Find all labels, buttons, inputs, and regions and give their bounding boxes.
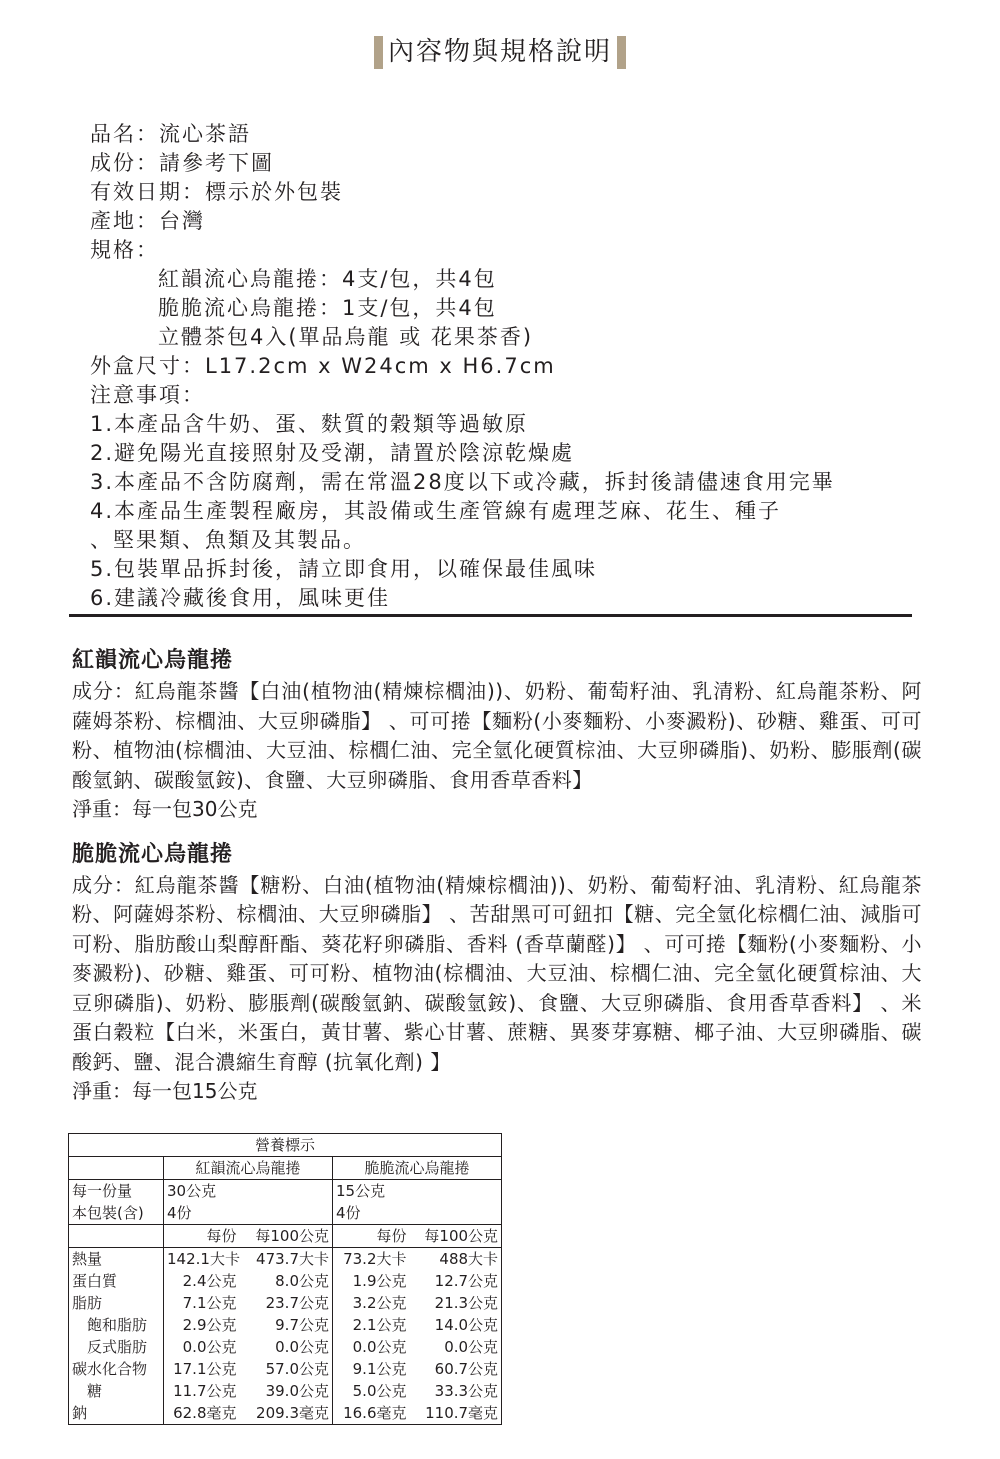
products-section [72,645,922,1107]
notes-label: 注意事項： [90,383,205,407]
nutrient-label: 熱量 [69,1248,164,1271]
b-package: 4份 [333,1202,502,1225]
box-size: 外盒尺寸：L17.2cm x W24cm x H6.7cm [90,354,556,378]
expiry-date: 有效日期：標示於外包裝 [90,180,343,204]
value-cell: 39.0公克 [240,1380,333,1402]
serving-label: 每一份量 [69,1180,164,1203]
nutrient-label: 脂肪 [69,1292,164,1314]
value-cell: 488大卡 [410,1248,502,1271]
value-cell: 33.3公克 [410,1380,502,1402]
section-divider [69,614,912,617]
value-cell: 12.7公克 [410,1270,502,1292]
value-cell: 73.2大卡 [333,1248,410,1271]
value-cell: 142.1大卡 [164,1248,240,1271]
per-serving-header: 每份 [333,1225,410,1248]
product-b-header: 脆脆流心烏龍捲 [333,1157,502,1180]
nutrition-title: 營養標示 [69,1134,502,1157]
table-row [69,1292,502,1314]
nutrition-table [68,1133,502,1425]
table-row [69,1358,502,1380]
table-row [69,1134,502,1157]
per-100g-header: 每100公克 [240,1225,333,1248]
product-ingredients: 成分：紅烏龍茶醬【糖粉、白油(植物油(精煉棕櫚油))、奶粉、葡萄籽油、乳清粉、紅烏龍茶粉、阿薩姆茶粉、棕櫚油、大豆卵磷脂】 、苦甜黑可可鈕扣【糖、完全氫化棕櫚仁油、減脂可可粉、脂肪酸山梨醇酐酯、葵花籽卵磷脂、香料 (香草蘭醛)】 、可可捲【麵粉(小麥麵粉、小麥澱粉)、砂糖、雞蛋、可可粉、植物油(棕櫚油、大豆油、棕櫚仁油、完全氫化硬質棕油、大豆卵磷脂)、奶粉、膨脹劑(碳酸氫鈉、碳酸氫銨)、食鹽、大豆卵磷脂、食用香草香料】 、米蛋白穀粒【白米，米蛋白，黃甘薯、紫心甘薯、蔗糖、異麥芽寡糖、椰子油、大豆卵磷脂、碳酸鈣、鹽、混合濃縮生育醇 (抗氧化劑) 】 [72,872,922,1074]
note-item: 1.本產品含牛奶、蛋、麩質的穀類等過敏原 [90,412,529,436]
value-cell: 21.3公克 [410,1292,502,1314]
product-title: 脆脆流心烏龍捲 [72,841,234,867]
nutrient-label: 鈉 [69,1402,164,1425]
product-weight: 淨重：每一包15公克 [72,1079,258,1103]
table-row [69,1248,502,1271]
nutrient-label: 糖 [69,1380,164,1402]
value-cell: 60.7公克 [410,1358,502,1380]
note-item: 5.包裝單品拆封後，請立即食用，以確保最佳風味 [90,557,598,581]
table-row [69,1157,502,1180]
spec-label: 規格： [90,238,159,262]
table-row [69,1402,502,1425]
value-cell: 0.0公克 [333,1336,410,1358]
value-cell: 14.0公克 [410,1314,502,1336]
table-row [69,1225,502,1248]
product-name: 品名：流心茶語 [90,122,251,146]
origin: 產地：台灣 [90,209,205,233]
value-cell: 2.1公克 [333,1314,410,1336]
table-row [69,1336,502,1358]
value-cell: 17.1公克 [164,1358,240,1380]
value-cell: 57.0公克 [240,1358,333,1380]
value-cell: 9.1公克 [333,1358,410,1380]
value-cell: 9.7公克 [240,1314,333,1336]
value-cell: 23.7公克 [240,1292,333,1314]
per-100g-header: 每100公克 [410,1225,502,1248]
spec-item: 立體茶包4入(單品烏龍 或 花果茶香) [158,325,534,349]
table-row [69,1270,502,1292]
nutrient-label: 反式脂肪 [69,1336,164,1358]
value-cell: 473.7大卡 [240,1248,333,1271]
value-cell: 3.2公克 [333,1292,410,1314]
a-package: 4份 [164,1202,333,1225]
note-item: 3.本產品不含防腐劑，需在常溫28度以下或冷藏，拆封後請儘速食用完畢 [90,470,835,494]
spec-section [90,120,950,613]
product-a-header: 紅韻流心烏龍捲 [164,1157,333,1180]
note-item: 、堅果類、魚類及其製品。 [90,528,366,552]
table-row [69,1202,502,1225]
note-item: 4.本產品生產製程廠房，其設備或生產管線有處理芝麻、花生、種子 [90,499,782,523]
product-title: 紅韻流心烏龍捲 [72,648,234,673]
per-serving-header: 每份 [164,1225,240,1248]
value-cell: 110.7毫克 [410,1402,502,1425]
value-cell: 7.1公克 [164,1292,240,1314]
value-cell: 0.0公克 [164,1336,240,1358]
product-ingredients: 成分：紅烏龍茶醬【白油(植物油(精煉棕櫚油))、奶粉、葡萄籽油、乳清粉、紅烏龍茶粉、阿薩姆茶粉、棕櫚油、大豆卵磷脂】 、可可捲【麵粉(小麥麵粉、小麥澱粉)、砂糖、雞蛋、可可粉、植物油(棕櫚油、大豆油、棕櫚仁油、完全氫化硬質棕油、大豆卵磷脂)、奶粉、膨脹劑(碳酸氫鈉、碳酸氫銨)、食鹽、大豆卵磷脂、食用香草香料】 [72,679,922,792]
value-cell: 209.3毫克 [240,1402,333,1425]
value-cell: 16.6毫克 [333,1402,410,1425]
value-cell: 5.0公克 [333,1380,410,1402]
value-cell: 2.4公克 [164,1270,240,1292]
package-label: 本包裝(含) [69,1202,164,1225]
table-row [69,1380,502,1402]
spec-item: 脆脆流心烏龍捲：1支/包，共4包 [158,296,497,320]
note-item: 2.避免陽光直接照射及受潮，請置於陰涼乾燥處 [90,441,575,465]
table-row [69,1314,502,1336]
table-row [69,1180,502,1203]
value-cell: 2.9公克 [164,1314,240,1336]
value-cell: 62.8毫克 [164,1402,240,1425]
value-cell: 8.0公克 [240,1270,333,1292]
value-cell: 0.0公克 [240,1336,333,1358]
page-title: 內容物與規格說明 [374,34,626,70]
value-cell: 0.0公克 [410,1336,502,1358]
nutrition-rows [69,1248,502,1425]
value-cell: 1.9公克 [333,1270,410,1292]
product-weight: 淨重：每一包30公克 [72,797,258,821]
ingredients-ref: 成份：請參考下圖 [90,151,274,175]
value-cell: 11.7公克 [164,1380,240,1402]
note-item: 6.建議冷藏後食用，風味更佳 [90,586,391,610]
b-serving: 15公克 [333,1180,502,1203]
nutrient-label: 飽和脂肪 [69,1314,164,1336]
title-bar [0,34,1000,70]
nutrient-label: 蛋白質 [69,1270,164,1292]
a-serving: 30公克 [164,1180,333,1203]
spec-item: 紅韻流心烏龍捲：4支/包，共4包 [158,267,497,291]
nutrient-label: 碳水化合物 [69,1358,164,1380]
